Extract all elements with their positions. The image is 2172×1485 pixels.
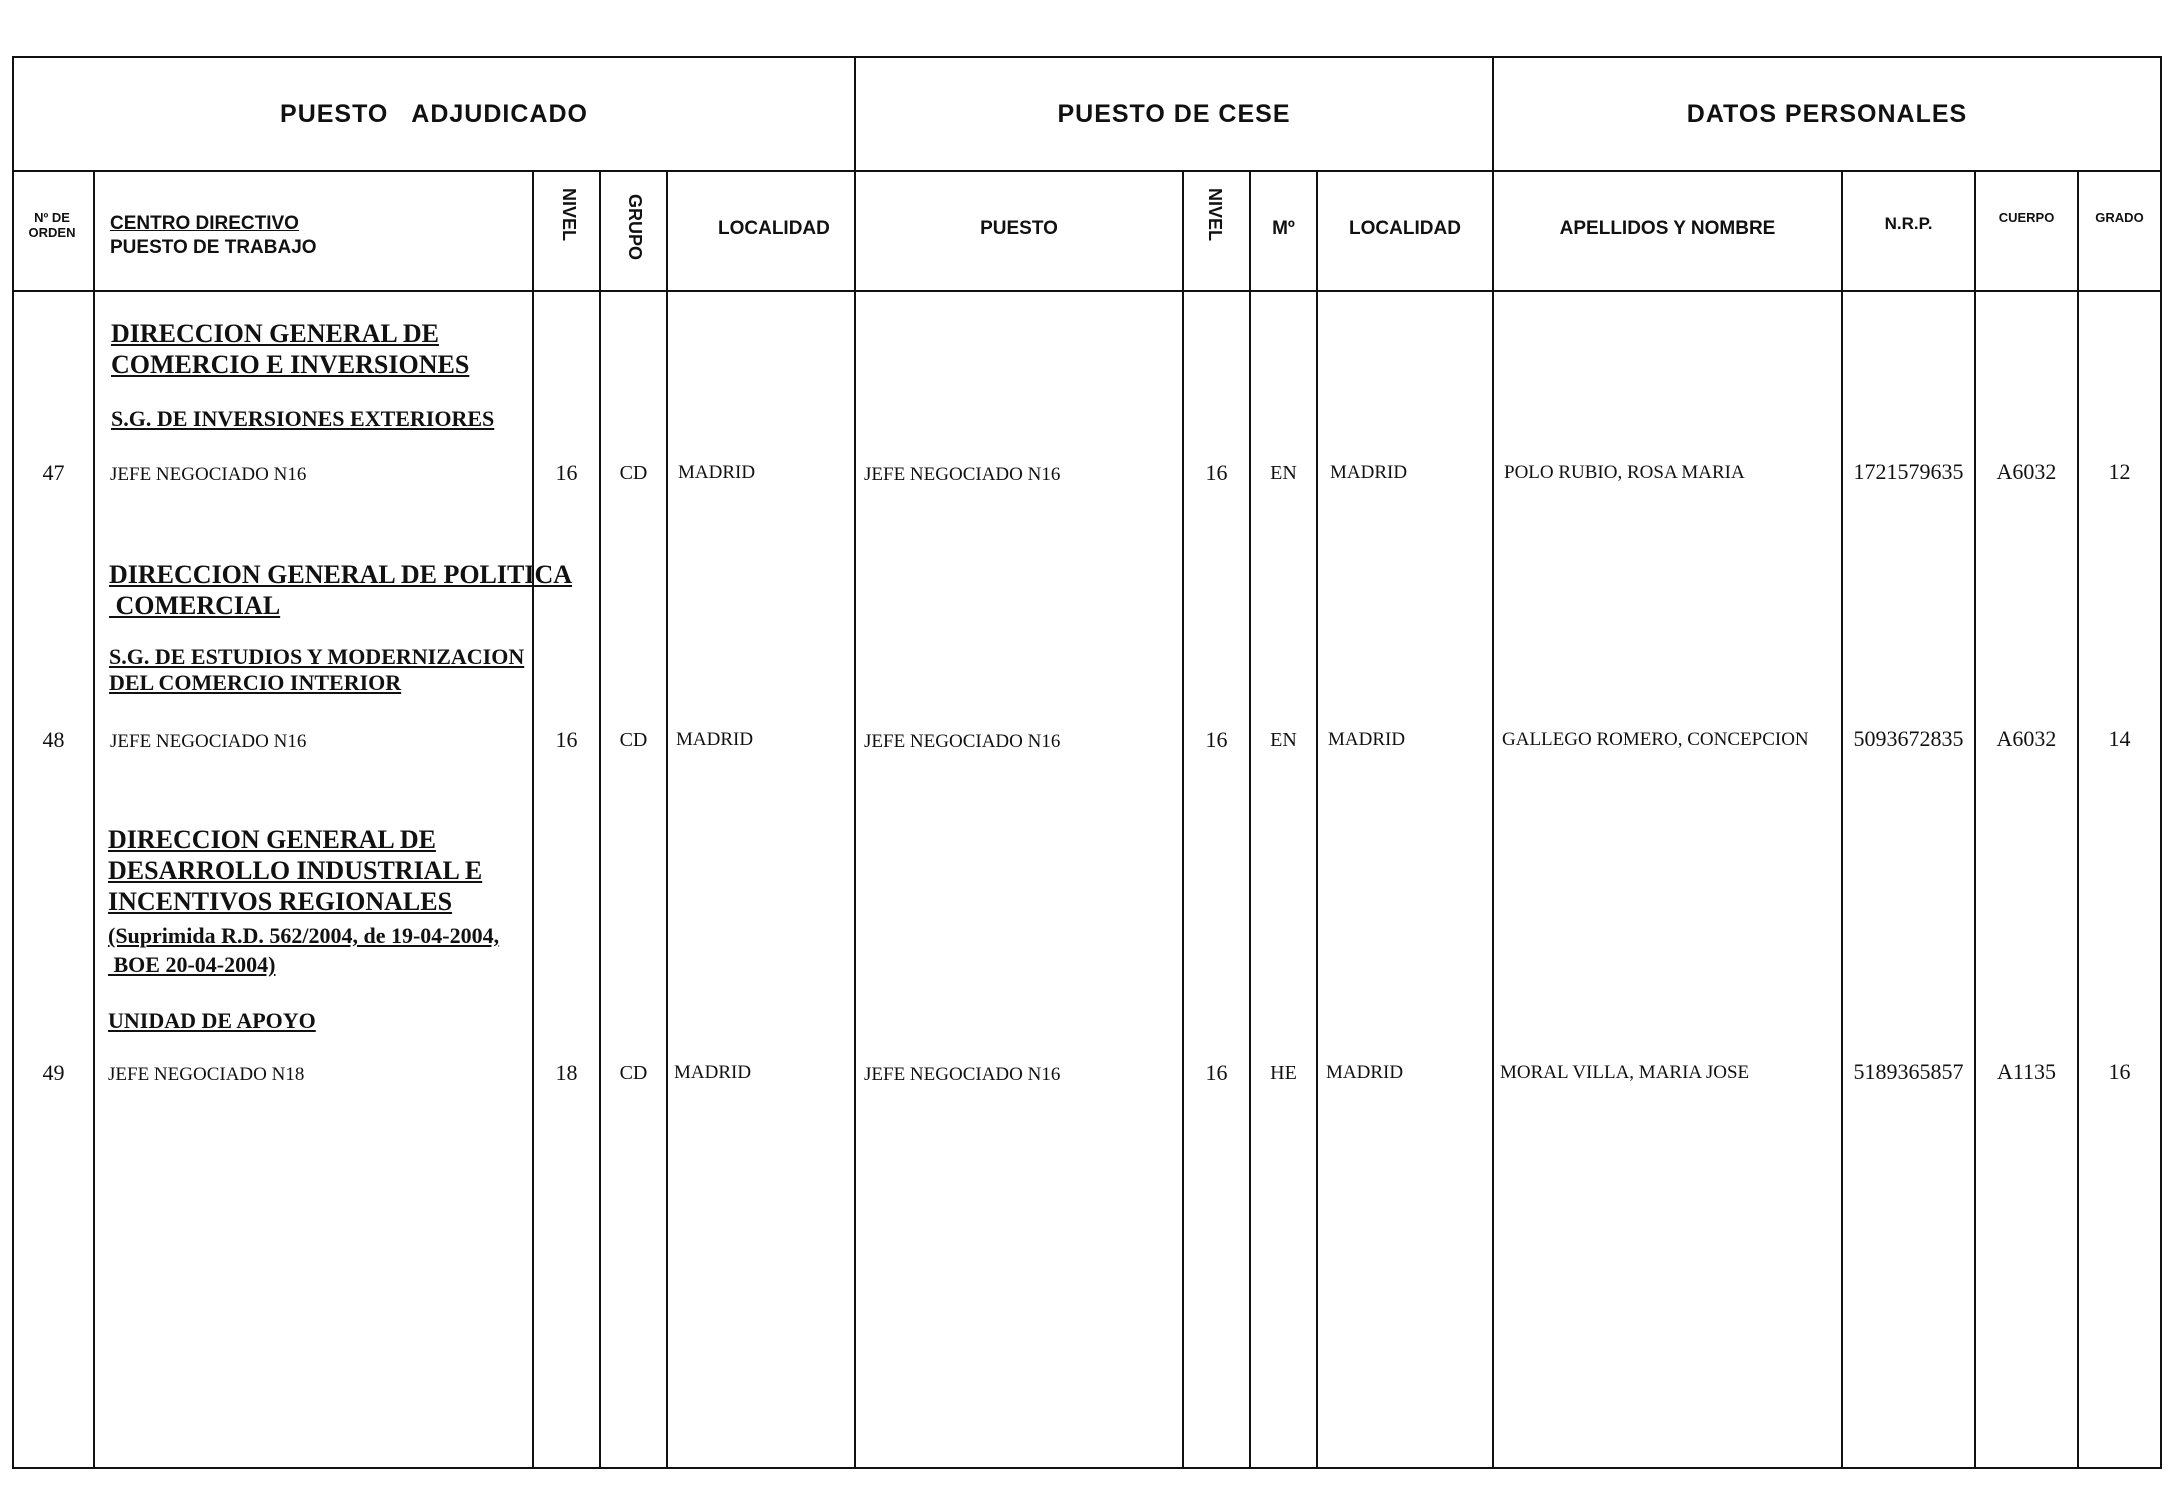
col-header-orden <box>16 210 88 240</box>
row-47-ministerio: EN <box>1270 462 1297 484</box>
row-48-cuerpo: A6032 <box>1996 726 2057 751</box>
row-47-localidad: MADRID <box>678 462 756 483</box>
row-49-heading-line-3: INCENTIVOS REGIONALES <box>108 887 453 916</box>
document-table <box>12 56 2162 1469</box>
row-49-localidad: MADRID <box>674 1062 752 1083</box>
col-header-nivel: NIVEL <box>559 188 579 242</box>
col-header-puesto-trabajo: PUESTO DE TRABAJO <box>110 237 317 258</box>
group-divider-datos <box>1492 58 1494 1467</box>
row-48-ministerio: EN <box>1270 729 1297 751</box>
row-47-grupo: CD <box>619 462 648 484</box>
row-49-localidad-cese: MADRID <box>1326 1062 1404 1083</box>
group-title-datos-personales: DATOS PERSONALES <box>1686 100 1968 128</box>
row-49-heading-line-1: DIRECCION GENERAL DE <box>108 825 436 854</box>
row-47-apellidos-nombre: POLO RUBIO, ROSA MARIA <box>1504 462 1745 483</box>
row-49-nrp: 5189365857 <box>1853 1059 1964 1084</box>
row-49-heading-line-4: (Suprimida R.D. 562/2004, de 19-04-2004, <box>108 923 500 948</box>
row-47-nivel: 16 <box>555 460 578 485</box>
col-header-centro <box>110 212 317 260</box>
col-divider <box>666 170 668 1467</box>
row-48-heading-line-2: COMERCIAL <box>109 591 281 620</box>
row-48-subheading-line-2: DEL COMERCIO INTERIOR <box>109 670 402 695</box>
col-divider <box>1182 170 1184 1467</box>
row-48-localidad: MADRID <box>676 729 754 750</box>
row-48-puesto-trabajo: JEFE NEGOCIADO N16 <box>110 731 307 752</box>
row-48-orden: 48 <box>42 727 65 752</box>
col-header-localidad-cese: LOCALIDAD <box>1349 218 1461 239</box>
row-49-puesto-cese: JEFE NEGOCIADO N16 <box>864 1064 1061 1085</box>
row-48-subheading-line-1: S.G. DE ESTUDIOS Y MODERNIZACION <box>109 644 525 669</box>
row-47-puesto-trabajo: JEFE NEGOCIADO N16 <box>110 464 307 485</box>
row-47-nrp: 1721579635 <box>1853 459 1964 484</box>
col-header-localidad: LOCALIDAD <box>718 218 830 239</box>
col-divider <box>2077 170 2079 1467</box>
row-47-grado: 12 <box>2108 459 2131 484</box>
row-48-nivel: 16 <box>555 727 578 752</box>
row-49-apellidos-nombre: MORAL VILLA, MARIA JOSE <box>1500 1062 1750 1083</box>
col-header-cuerpo: CUERPO <box>1998 210 2055 225</box>
col-divider <box>1316 170 1318 1467</box>
group-header-divider <box>14 170 2160 172</box>
row-49-puesto-trabajo: JEFE NEGOCIADO N18 <box>108 1064 305 1085</box>
row-49-heading-line-5: BOE 20-04-2004) <box>108 952 276 977</box>
row-49-orden: 49 <box>42 1060 65 1085</box>
group-title-puesto-cese: PUESTO DE CESE <box>1057 100 1291 128</box>
col-header-puesto: PUESTO <box>980 218 1058 239</box>
row-48-localidad-cese: MADRID <box>1328 729 1406 750</box>
col-header-orden-text: Nº DE ORDEN <box>28 210 76 240</box>
col-header-nrp: N.R.P. <box>1884 214 1933 233</box>
row-48-nrp: 5093672835 <box>1853 726 1964 751</box>
row-47-heading-line-2: COMERCIO E INVERSIONES <box>111 350 470 379</box>
row-49-grupo: CD <box>619 1062 648 1084</box>
row-49-subheading: UNIDAD DE APOYO <box>108 1008 316 1033</box>
group-divider-cese <box>854 58 856 1467</box>
row-48-grado: 14 <box>2108 726 2131 751</box>
col-divider <box>93 170 95 1467</box>
row-47-localidad-cese: MADRID <box>1330 462 1408 483</box>
row-47-puesto-cese: JEFE NEGOCIADO N16 <box>864 464 1061 485</box>
row-49-nivel: 18 <box>555 1060 578 1085</box>
column-header-divider <box>14 290 2160 292</box>
row-47-cuerpo: A6032 <box>1996 459 2057 484</box>
row-49-nivel-cese: 16 <box>1205 1060 1228 1085</box>
row-48-grupo: CD <box>619 729 648 751</box>
row-49-heading-line-2: DESARROLLO INDUSTRIAL E <box>108 856 483 885</box>
row-49-ministerio: HE <box>1270 1062 1297 1084</box>
col-divider <box>1974 170 1976 1467</box>
col-header-apellidos: APELLIDOS Y NOMBRE <box>1559 218 1776 239</box>
col-header-centro-directivo: CENTRO DIRECTIVO <box>110 213 299 234</box>
col-header-ministerio: Mº <box>1272 218 1295 239</box>
col-header-nivel-cese: NIVEL <box>1205 188 1225 242</box>
group-title-puesto-adjudicado: PUESTO ADJUDICADO <box>280 100 588 128</box>
row-47-heading-line-1: DIRECCION GENERAL DE <box>111 319 439 348</box>
row-48-nivel-cese: 16 <box>1205 727 1228 752</box>
row-47-nivel-cese: 16 <box>1205 460 1228 485</box>
row-48-heading-line-1: DIRECCION GENERAL DE POLITICA <box>109 560 573 589</box>
col-divider <box>1249 170 1251 1467</box>
row-48-puesto-cese: JEFE NEGOCIADO N16 <box>864 731 1061 752</box>
row-49-grado: 16 <box>2108 1059 2131 1084</box>
col-divider <box>1841 170 1843 1467</box>
col-divider <box>599 170 601 1467</box>
col-header-grupo: GRUPO <box>625 194 645 261</box>
row-47-orden: 47 <box>42 460 65 485</box>
row-48-apellidos-nombre: GALLEGO ROMERO, CONCEPCION <box>1502 729 1809 750</box>
row-47-subheading: S.G. DE INVERSIONES EXTERIORES <box>111 406 495 431</box>
row-49-cuerpo: A1135 <box>1996 1059 2057 1084</box>
col-header-grado: GRADO <box>2095 210 2144 225</box>
col-divider <box>532 170 534 1467</box>
